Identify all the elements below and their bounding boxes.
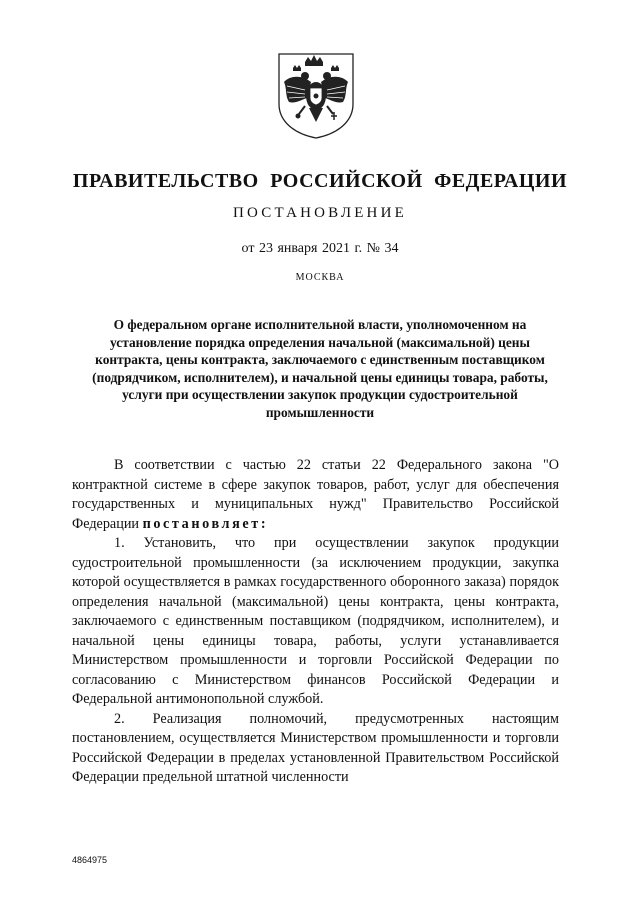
preamble-keyword: постановляет: — [142, 515, 269, 532]
paragraph-1: 1. Установить, что при осуществлении закупок продукции судостроительной промышленности (за исключением продукции, закупка которой осуществляется в рамках государственного оборонного заказа) порядок определения начальной (максимальной) цены контракта, цены контракта, заключаемого с единственным поставщиком (подрядчиком, исполнителем), и начальной цены единицы товара, работы, услуги устанавливается Министерством промышленности и торговли Российской Федерации по согласованию с Министерством финансов Российской Федерации и Федеральной антимонопольной службой. — [72, 535, 559, 707]
document-city: МОСКВА — [295, 272, 345, 283]
document-body — [72, 456, 559, 788]
document-type: ПОСТАНОВЛЕНИЕ — [233, 205, 407, 221]
paragraph-2: 2. Реализация полномочий, предусмотренных настоящим постановлением, осуществляется Министерством промышленности и торговли Российской Федерации в пределах установленной Правительством Российской Федерации предельной штатной численности — [72, 710, 559, 785]
document-subject: О федеральном органе исполнительной власти, уполномоченном на установление порядка определения начальной (максимальной) цены контракта, цены контракта, заключаемого с единственным поставщиком (подрядчиком, исполнителем), и начальной цены единицы товара, работы, услуги при осуществлении закупок продукции судостроительной промышленности — [92, 317, 548, 420]
document-code: 4864975 — [72, 855, 108, 865]
government-title: ПРАВИТЕЛЬСТВО РОССИЙСКОЙ ФЕДЕРАЦИИ — [72, 170, 568, 192]
russian-coat-of-arms-icon — [275, 52, 357, 140]
preamble-text: В соответствии с частью 22 статьи 22 Федерального закона "О контрактной системе в сфере закупок товаров, работ, услуг для обеспечения государственных и муниципальных нужд" Правительство Российской Федерации — [72, 457, 559, 532]
document-date-number: от 23 января 2021 г. № 34 — [241, 241, 399, 256]
preamble-paragraph — [72, 456, 559, 534]
